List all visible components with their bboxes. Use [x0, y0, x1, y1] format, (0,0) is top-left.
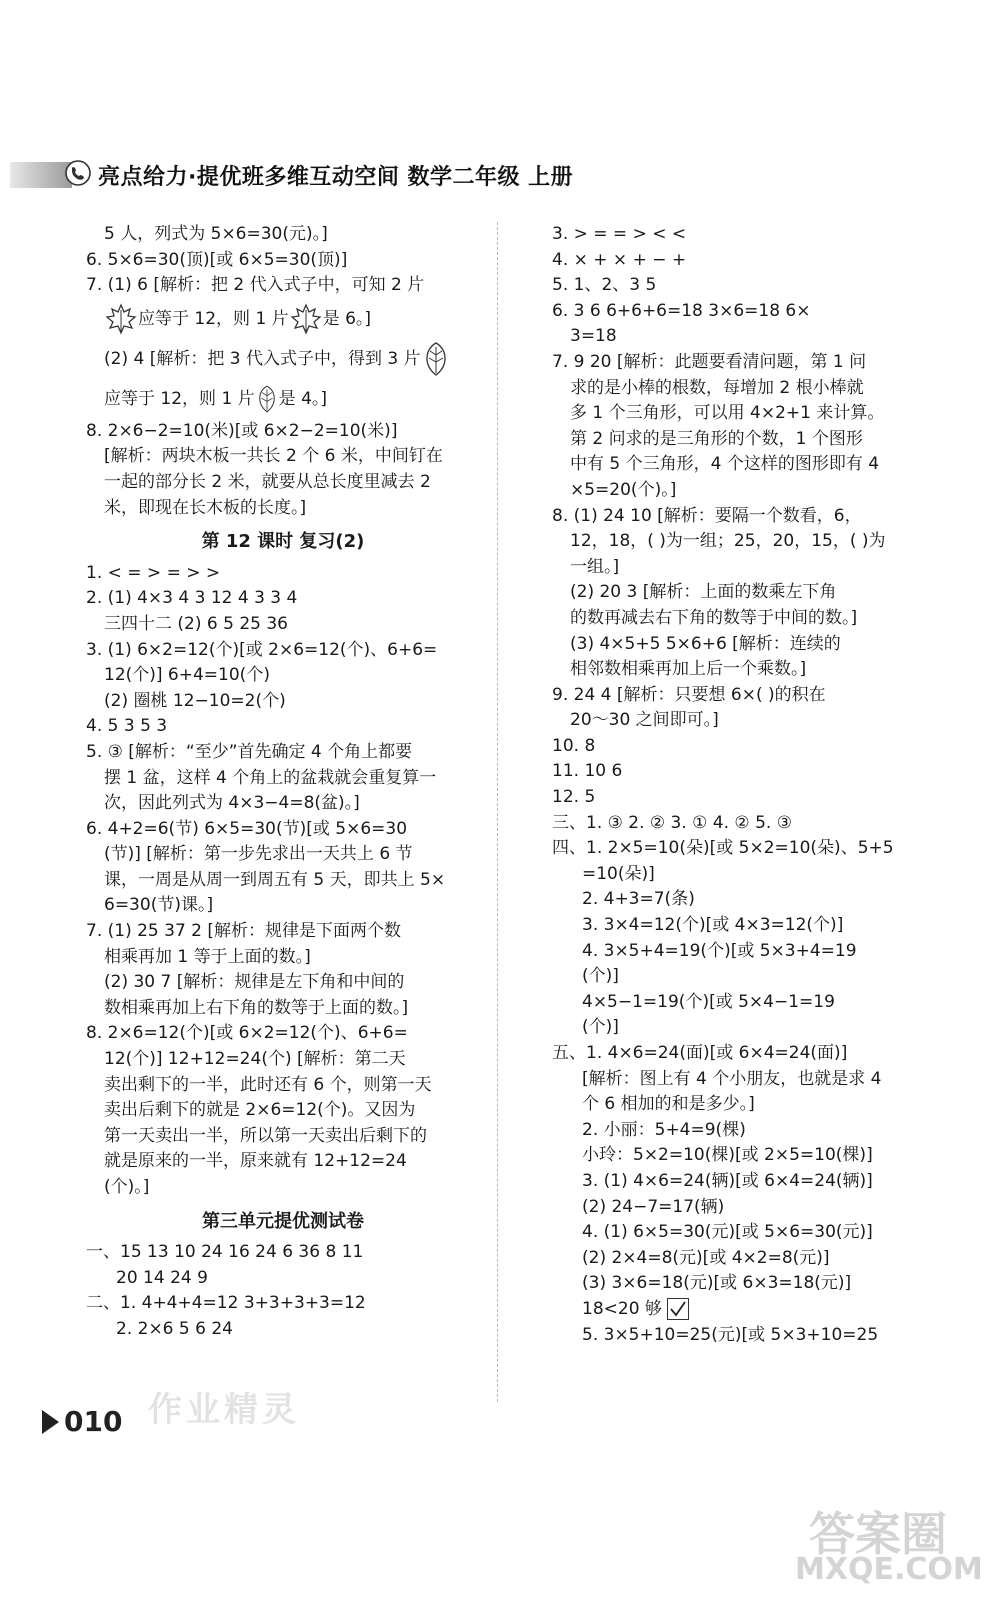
answer-line: 5. 1、2、3 5	[552, 275, 657, 296]
answer-line: 个 6 相加的和是多少。]	[582, 1094, 755, 1115]
left-column	[86, 222, 480, 1343]
answer-line: 20～30 之间即可。]	[570, 710, 719, 731]
answer-line: 12(个)] 12+12=24(个) [解析：第二天	[104, 1049, 406, 1070]
answer-line: 一起的部分长 2 米，就要从总长度里减去 2	[104, 471, 431, 492]
answer-line: 6=30(节)课。]	[104, 895, 214, 916]
answer-line: 2. 小丽：5+4=9(棵)	[582, 1119, 746, 1140]
answer-line: 摆 1 盆，这样 4 个角上的盆栽就会重复算一	[104, 767, 437, 788]
answer-line: 2. 4+3=7(条)	[582, 889, 695, 910]
answer-line: [解析：两块木板一共长 2 个 6 米，中间钉在	[104, 446, 443, 467]
answer-line: 6. 5×6=30(顶)[或 6×5=30(顶)]	[86, 249, 348, 270]
answer-line: 4. × + × + − +	[552, 249, 687, 270]
answer-line: (个)]	[582, 1017, 619, 1038]
answer-line: (个)。]	[104, 1177, 150, 1197]
answer-line: (3) 3×6=18(元)[或 6×3=18(元)]	[582, 1273, 852, 1294]
watermark-logo	[795, 1498, 995, 1598]
answer-line: (2) 24−7=17(辆)	[582, 1196, 725, 1217]
answer-line: 12(个)] 6+4=10(个)	[104, 665, 270, 686]
answer-line: 二、1. 4+4+4=12 3+3+3+3=12	[86, 1293, 366, 1314]
answer-line: 第一天卖出一半，所以第一天卖出后剩下的	[104, 1125, 427, 1146]
book-title: 亮点给力·提优班多维互动空间 数学二年级 上册	[98, 165, 574, 190]
answer-line: 9. 24 4 [解析：只要想 6×( )的积在	[552, 684, 826, 705]
answer-line: (节)] [解析：第一步先求出一天共上 6 节	[104, 844, 413, 865]
answer-line: 小玲：5×2=10(棵)[或 2×5=10(棵)]	[582, 1145, 873, 1166]
answer-line: 7. (1) 6 [解析：把 2 代入式子中，可知 2 片	[86, 275, 425, 296]
answer-line: 12，18，( )为一组；25，20，15，( )为	[570, 531, 886, 552]
answer-line: 3. > = = > < <	[552, 224, 687, 244]
answer-line: 三四十二 (2) 6 5 25 36	[104, 613, 288, 634]
answer-line: 10. 8	[552, 735, 596, 756]
answer-line: 四、1. 2×5=10(朵)[或 5×2=10(朵)、5+5	[552, 838, 894, 859]
answer-line: =10(朵)]	[582, 863, 655, 884]
answer-line: 4. 5 3 5 3	[86, 716, 168, 737]
answer-line: 4×5−1=19(个)[或 5×4−1=19	[582, 991, 835, 1012]
answer-line	[552, 1297, 972, 1323]
maple-leaf-icon	[104, 302, 138, 336]
answer-text: 是 6。]	[322, 308, 372, 329]
header-gradient-bar	[10, 162, 72, 188]
answer-line: (3) 4×5+5 5×6+6 [解析：连续的	[570, 633, 841, 654]
answer-line: 4. 3×5+4=19(个)[或 5×3+4=19	[582, 940, 857, 961]
answer-line: 3. (1) 6×2=12(个)[或 2×6=12(个)、6+6=	[86, 639, 438, 660]
answer-line: 卖出后剩下的就是 2×6=12(个)。又因为	[104, 1100, 416, 1121]
answer-text: 18<20 够	[582, 1298, 662, 1319]
answer-line: 2. 2×6 5 6 24	[116, 1318, 233, 1339]
answer-line: 5. ③ [解析：“至少”首先确定 4 个角上都要	[86, 741, 413, 762]
answer-line: 5. 3×5+10=25(元)[或 5×3+10=25	[582, 1324, 879, 1345]
maple-leaf-icon	[289, 302, 323, 336]
answer-line: ×5=20(个)。]	[570, 479, 677, 500]
answer-line	[86, 299, 480, 339]
answer-line: 卖出剩下的一半，此时还有 6 个，则第一天	[104, 1074, 432, 1095]
section-title: 第三单元提优测试卷	[202, 1210, 364, 1232]
leaf-icon	[255, 384, 279, 414]
answer-line: 20 14 24 9	[116, 1267, 208, 1288]
answer-line: 3. 3×4=12(个)[或 4×3=12(个)]	[582, 915, 844, 936]
answer-line: 5 人，列式为 5×6=30(元)。]	[104, 224, 328, 244]
answer-line: (2) 2×4=8(元)[或 4×2=8(元)]	[582, 1247, 830, 1268]
answer-line: 8. 2×6=12(个)[或 6×2=12(个)、6+6=	[86, 1023, 408, 1044]
answer-text: (2) 4 [解析：把 3 代入式子中，得到 3 片	[104, 348, 421, 369]
page-header	[0, 148, 1000, 204]
answer-line: 课，一周是从周一到周五有 5 天，即共上 5×	[104, 869, 446, 890]
watermark-text: 答案圈	[809, 1507, 947, 1561]
answer-line: 8. 2×6−2=10(米)[或 6×2−2=10(米)]	[86, 420, 398, 441]
answer-line: 一、15 13 10 24 16 24 6 36 8 11	[86, 1242, 364, 1263]
answer-line: 8. (1) 24 10 [解析：要隔一个数看，6，	[552, 505, 862, 526]
answer-line: 次，因此列式为 4×3−4=8(盆)。]	[104, 793, 360, 814]
answer-line: (2) 圈桃 12−10=2(个)	[104, 690, 286, 711]
page-number: 010	[64, 1405, 123, 1438]
right-column	[552, 222, 972, 1348]
answer-line: 相邻数相乘再加上后一个乘数。]	[570, 659, 807, 680]
answer-line: 6. 4+2=6(节) 6×5=30(节)[或 5×6=30	[86, 818, 408, 839]
answer-line: 一组。]	[570, 556, 620, 577]
answer-line: 就是原来的一半，原来就有 12+12=24	[104, 1151, 407, 1172]
answer-line: 3. (1) 4×6=24(辆)[或 6×4=24(辆)]	[582, 1170, 873, 1191]
triangle-icon	[40, 1409, 60, 1435]
checkmark-box-icon	[667, 1298, 689, 1320]
answer-line: 11. 10 6	[552, 761, 623, 782]
answer-line: 中有 5 个三角形，4 个这样的图形即有 4	[570, 454, 880, 475]
answer-line: (个)]	[582, 966, 619, 987]
answer-line: (2) 20 3 [解析：上面的数乘左下角	[570, 582, 837, 603]
leaf-icon	[421, 341, 451, 377]
answer-line	[86, 339, 480, 379]
answer-line: 4. (1) 6×5=30(元)[或 5×6=30(元)]	[582, 1222, 873, 1243]
answer-line: 7. 9 20 [解析：此题要看清问题，第 1 问	[552, 351, 867, 372]
answer-line: (2) 30 7 [解析：规律是左下角和中间的	[104, 972, 405, 993]
answer-line: 五、1. 4×6=24(面)[或 6×4=24(面)]	[552, 1043, 848, 1063]
answer-line: 米，即现在长木板的长度。]	[104, 497, 307, 518]
answer-line: 7. (1) 25 37 2 [解析：规律是下面两个数	[86, 921, 402, 942]
column-divider	[497, 222, 498, 1402]
answer-line: 相乘再加 1 等于上面的数。]	[104, 946, 311, 967]
answer-line: [解析：图上有 4 个小朋友，也就是求 4	[582, 1068, 882, 1089]
answer-line: 1. < = > = > >	[86, 562, 221, 583]
answer-line: 数相乘再加上右下角的数等于上面的数。]	[104, 997, 409, 1018]
answer-line: 的数再减去右下角的数等于中间的数。]	[570, 607, 858, 628]
answer-line: 2. (1) 4×3 4 3 12 4 3 3 4	[86, 588, 298, 609]
answer-line	[86, 379, 480, 419]
answer-line: 3=18	[570, 326, 617, 347]
answer-line: 6. 3 6 6+6+6=18 3×6=18 6×	[552, 300, 811, 321]
watermark: 作业精灵	[148, 1390, 300, 1430]
watermark-url: MXQE.COM	[795, 1552, 983, 1587]
answer-line: 三、1. ③ 2. ② 3. ① 4. ② 5. ③	[552, 812, 792, 833]
phone-icon	[64, 159, 92, 187]
section-title: 第 12 课时 复习(2)	[201, 531, 365, 553]
answer-line: 第 2 问求的是三角形的个数，1 个图形	[570, 428, 863, 449]
answer-line: 求的是小棒的根数，每增加 2 根小棒就	[570, 377, 864, 398]
answer-line: 12. 5	[552, 787, 596, 808]
answer-text: 应等于 12，则 1 片	[138, 308, 289, 329]
answer-line: 多 1 个三角形，可以用 4×2+1 来计算。	[570, 403, 885, 424]
answer-text: 应等于 12，则 1 片	[104, 388, 255, 409]
answer-text: 是 4。]	[278, 388, 328, 409]
